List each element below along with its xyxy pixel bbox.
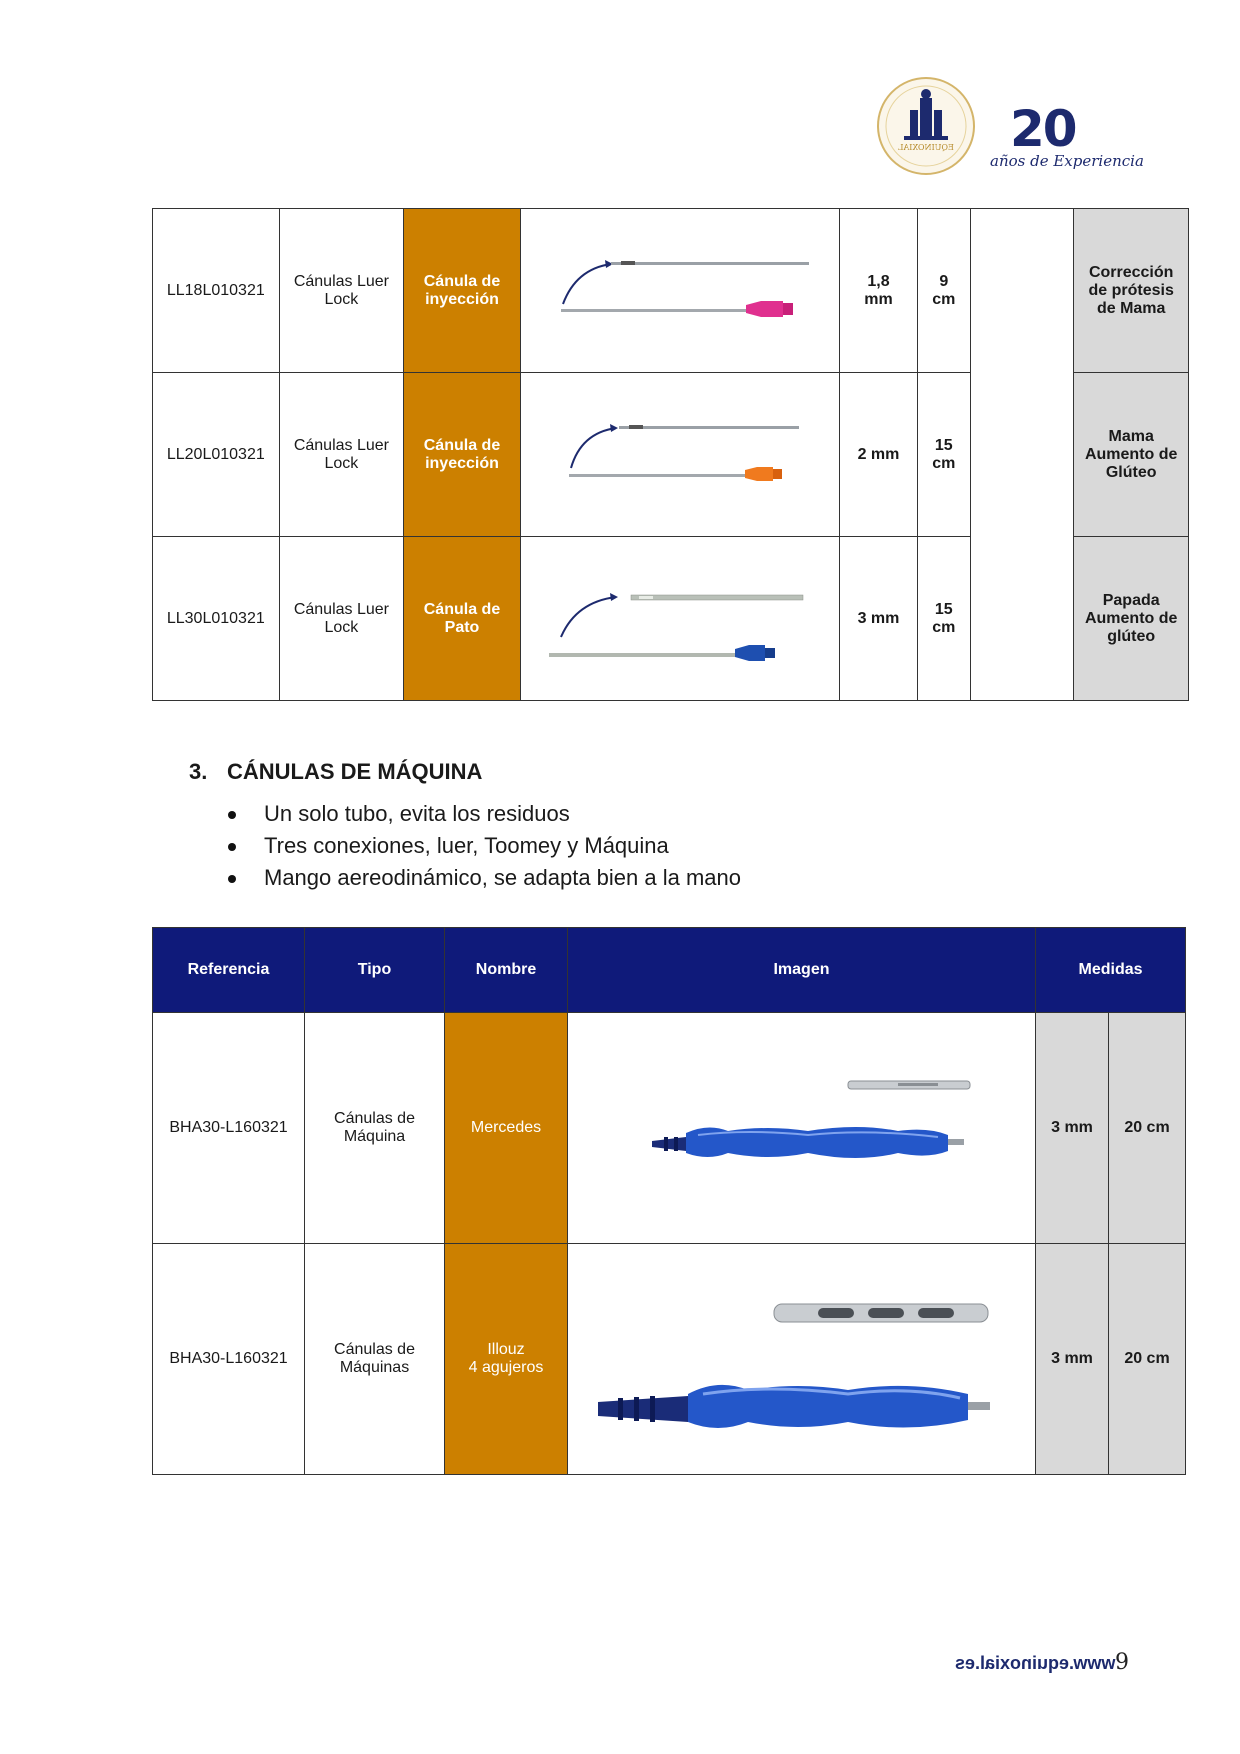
list-item: Tres conexiones, luer, Toomey y Máquina	[226, 830, 741, 862]
nombre-cell: Mercedes	[445, 1013, 568, 1244]
tipo-cell: Cánulas Luer Lock	[279, 209, 404, 373]
empty-cell	[970, 209, 1073, 701]
cannula-image	[520, 209, 840, 373]
page-number: 9	[1115, 1650, 1129, 1675]
length-cell: 20 cm	[1109, 1244, 1186, 1475]
nombre-cell: Cánula de inyección	[404, 209, 521, 373]
nombre-cell: Illouz 4 agujeros	[445, 1244, 568, 1475]
ref-cell: LL18L010321	[153, 209, 280, 373]
ref-cell: BHA30-L160321	[153, 1013, 305, 1244]
length-cell: 15 cm	[917, 537, 970, 701]
machine-cannula-mercedes-illustration	[568, 1013, 1036, 1238]
cannula-injection-orange-illustration	[521, 373, 839, 531]
anniversary-number: 20	[1010, 100, 1076, 158]
cannula-image	[568, 1244, 1036, 1475]
length-cell: 20 cm	[1109, 1013, 1186, 1244]
header-referencia: Referencia	[153, 928, 305, 1013]
website-url: www.equinoxial.es	[955, 1653, 1116, 1673]
cannula-image	[520, 537, 840, 701]
length-cell: 9 cm	[917, 209, 970, 373]
table-row	[153, 1013, 1186, 1244]
list-item: Un solo tubo, evita los residuos	[226, 798, 741, 830]
cannula-injection-pink-illustration	[521, 209, 839, 367]
seal-text: EQUINOXIAL	[898, 143, 954, 152]
luer-lock-table	[152, 208, 1189, 701]
diameter-cell: 1,8 mm	[840, 209, 917, 373]
machine-cannula-illouz-illustration	[568, 1244, 1036, 1469]
header-nombre: Nombre	[445, 928, 568, 1013]
tipo-cell: Cánulas Luer Lock	[279, 537, 404, 701]
table-row	[153, 1244, 1186, 1475]
nombre-cell: Cánula de Pato	[404, 537, 521, 701]
cannula-duck-blue-illustration	[521, 537, 839, 695]
uso-cell: Corrección de prótesis de Mama	[1074, 209, 1189, 373]
cannula-image	[568, 1013, 1036, 1244]
company-seal-logo	[876, 76, 976, 176]
header-tipo: Tipo	[305, 928, 445, 1013]
tipo-cell: Cánulas de Máquinas	[305, 1244, 445, 1475]
header-medidas: Medidas	[1036, 928, 1186, 1013]
section-heading	[189, 759, 482, 785]
length-cell: 15 cm	[917, 373, 970, 537]
diameter-cell: 3 mm	[840, 537, 917, 701]
list-item: Mango aereodinámico, se adapta bien a la mano	[226, 862, 741, 894]
section-number: 3.	[189, 759, 208, 784]
header-imagen: Imagen	[568, 928, 1036, 1013]
ref-cell: BHA30-L160321	[153, 1244, 305, 1475]
section-title: CÁNULAS DE MÁQUINA	[227, 759, 483, 784]
machine-cannula-table	[152, 927, 1186, 1475]
table-header-row	[153, 928, 1186, 1013]
uso-cell: Mama Aumento de Glúteo	[1074, 373, 1189, 537]
uso-cell: Papada Aumento de glúteo	[1074, 537, 1189, 701]
tipo-cell: Cánulas Luer Lock	[279, 373, 404, 537]
tipo-cell: Cánulas de Máquina	[305, 1013, 445, 1244]
cannula-image	[520, 373, 840, 537]
anniversary-text: años de Experiencia	[990, 152, 1144, 170]
diameter-cell: 3 mm	[1036, 1244, 1109, 1475]
nombre-cell: Cánula de inyección	[404, 373, 521, 537]
table-row	[153, 209, 1189, 373]
diameter-cell: 3 mm	[1036, 1013, 1109, 1244]
diameter-cell: 2 mm	[840, 373, 917, 537]
ref-cell: LL20L010321	[153, 373, 280, 537]
feature-list	[226, 798, 741, 894]
ref-cell: LL30L010321	[153, 537, 280, 701]
